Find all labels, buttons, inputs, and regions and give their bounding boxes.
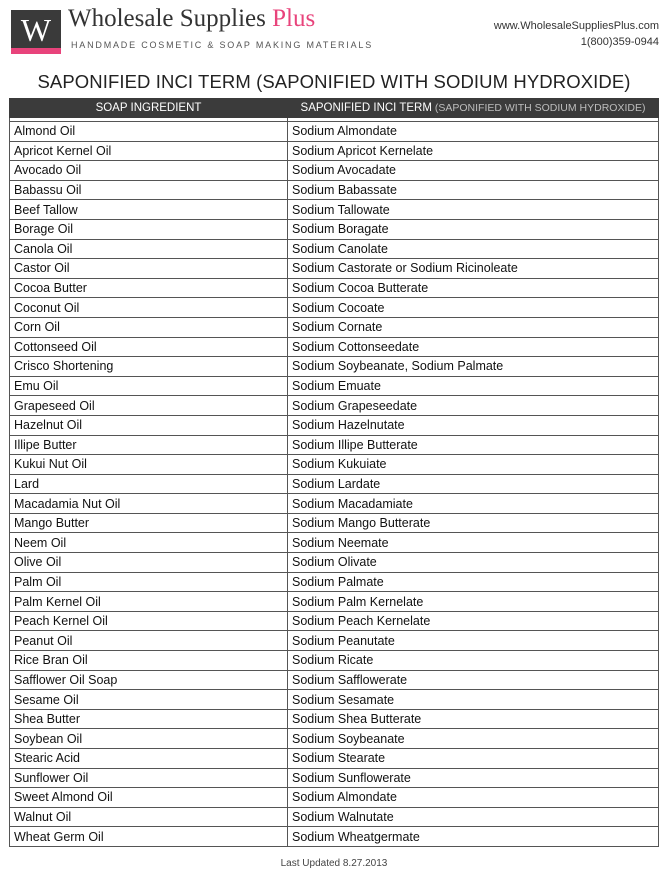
page-header [0, 0, 668, 60]
table-row [10, 592, 659, 612]
table-row [10, 690, 659, 710]
contact-info [494, 18, 659, 50]
ingredient-cell: Illipe Butter [10, 435, 288, 455]
ingredient-cell: Almond Oil [10, 122, 288, 142]
ingredient-cell: Borage Oil [10, 219, 288, 239]
table-row [10, 494, 659, 514]
table-row [10, 298, 659, 318]
table-row [10, 572, 659, 592]
inci-term-cell: Sodium Soybeanate, Sodium Palmate [288, 357, 659, 377]
col-header-ingredient: SOAP INGREDIENT [10, 99, 288, 118]
table-row [10, 435, 659, 455]
website-text: www.WholesaleSuppliesPlus.com [493, 20, 659, 32]
inci-term-cell: Sodium Lardate [288, 474, 659, 494]
table-row [10, 239, 659, 259]
inci-term-cell: Sodium Soybeanate [288, 729, 659, 749]
inci-term-cell: Sodium Sunflowerate [288, 768, 659, 788]
table-row [10, 651, 659, 671]
inci-term-cell: Sodium Almondate [288, 788, 659, 808]
inci-term-cell: Sodium Apricot Kernelate [288, 141, 659, 161]
document-title: SAPONIFIED INCI TERM (SAPONIFIED WITH SODIUM HYDROXIDE) [37, 71, 631, 92]
ingredient-cell: Peanut Oil [10, 631, 288, 651]
ingredient-cell: Cottonseed Oil [10, 337, 288, 357]
brand-main: Wholesale Supplies [68, 5, 273, 32]
ingredient-cell: Olive Oil [10, 553, 288, 573]
inci-term-cell: Sodium Peach Kernelate [288, 611, 659, 631]
table-row [10, 631, 659, 651]
logo [11, 10, 61, 54]
ingredient-cell: Corn Oil [10, 317, 288, 337]
inci-term-cell: Sodium Cocoa Butterate [288, 278, 659, 298]
ingredient-cell: Macadamia Nut Oil [10, 494, 288, 514]
ingredient-cell: Sweet Almond Oil [10, 788, 288, 808]
col-header-inci-sub: (SAPONIFIED WITH SODIUM HYDROXIDE) [431, 102, 646, 114]
table-row [10, 122, 659, 142]
table-row [10, 357, 659, 377]
table-row [10, 337, 659, 357]
logo-letter: W [20, 12, 52, 48]
table-row [10, 788, 659, 808]
ingredient-cell: Castor Oil [10, 259, 288, 279]
ingredient-cell: Grapeseed Oil [10, 396, 288, 416]
col-header-inci-main: SAPONIFIED INCI TERM [300, 102, 432, 114]
ingredient-cell: Apricot Kernel Oil [10, 141, 288, 161]
ingredient-cell: Stearic Acid [10, 749, 288, 769]
inci-term-cell: Sodium Neemate [288, 533, 659, 553]
inci-term-cell: Sodium Wheatgermate [288, 827, 659, 847]
ingredient-cell: Mango Butter [10, 513, 288, 533]
inci-term-cell: Sodium Olivate [288, 553, 659, 573]
table-row [10, 259, 659, 279]
inci-table [9, 98, 659, 847]
ingredient-cell: Hazelnut Oil [10, 415, 288, 435]
ingredient-cell: Palm Kernel Oil [10, 592, 288, 612]
inci-term-cell: Sodium Walnutate [288, 807, 659, 827]
ingredient-cell: Crisco Shortening [10, 357, 288, 377]
table-row [10, 513, 659, 533]
table-row [10, 219, 659, 239]
ingredient-cell: Walnut Oil [10, 807, 288, 827]
inci-term-cell: Sodium Grapeseedate [288, 396, 659, 416]
phone-text: 1(800)359-0944 [580, 36, 659, 48]
inci-term-cell: Sodium Mango Butterate [288, 513, 659, 533]
last-updated: Last Updated 8.27.2013 [280, 858, 388, 869]
logo-accent-bar [11, 48, 61, 54]
inci-term-cell: Sodium Palm Kernelate [288, 592, 659, 612]
inci-term-cell: Sodium Shea Butterate [288, 709, 659, 729]
inci-term-cell: Sodium Tallowate [288, 200, 659, 220]
table-row [10, 161, 659, 181]
table-row [10, 768, 659, 788]
inci-term-cell: Sodium Peanutate [288, 631, 659, 651]
inci-term-cell: Sodium Kukuiate [288, 455, 659, 475]
ingredient-cell: Peach Kernel Oil [10, 611, 288, 631]
table-row [10, 729, 659, 749]
table-row [10, 415, 659, 435]
col-header-inci [288, 99, 659, 118]
inci-term-cell: Sodium Cocoate [288, 298, 659, 318]
inci-term-cell: Sodium Castorate or Sodium Ricinoleate [288, 259, 659, 279]
table-row [10, 553, 659, 573]
table-row [10, 376, 659, 396]
ingredient-cell: Palm Oil [10, 572, 288, 592]
inci-term-cell: Sodium Avocadate [288, 161, 659, 181]
inci-term-cell: Sodium Cottonseedate [288, 337, 659, 357]
ingredient-cell: Canola Oil [10, 239, 288, 259]
inci-term-cell: Sodium Hazelnutate [288, 415, 659, 435]
ingredient-cell: Sesame Oil [10, 690, 288, 710]
table-row [10, 709, 659, 729]
brand-accent: Plus [272, 5, 316, 32]
inci-term-cell: Sodium Safflowerate [288, 670, 659, 690]
ingredient-cell: Neem Oil [10, 533, 288, 553]
inci-term-cell: Sodium Babassate [288, 180, 659, 200]
inci-term-cell: Sodium Emuate [288, 376, 659, 396]
table-row [10, 278, 659, 298]
inci-term-cell: Sodium Palmate [288, 572, 659, 592]
inci-term-cell: Sodium Macadamiate [288, 494, 659, 514]
ingredient-cell: Avocado Oil [10, 161, 288, 181]
inci-term-cell: Sodium Cornate [288, 317, 659, 337]
table-row [10, 474, 659, 494]
ingredient-cell: Babassu Oil [10, 180, 288, 200]
table-row [10, 749, 659, 769]
ingredient-cell: Lard [10, 474, 288, 494]
ingredient-cell: Coconut Oil [10, 298, 288, 318]
inci-term-cell: Sodium Boragate [288, 219, 659, 239]
brand-name [68, 5, 315, 33]
ingredient-cell: Soybean Oil [10, 729, 288, 749]
table-row [10, 396, 659, 416]
table-row [10, 141, 659, 161]
inci-term-cell: Sodium Stearate [288, 749, 659, 769]
inci-term-cell: Sodium Almondate [288, 122, 659, 142]
ingredient-cell: Sunflower Oil [10, 768, 288, 788]
ingredient-cell: Emu Oil [10, 376, 288, 396]
tagline: HANDMADE COSMETIC & SOAP MAKING MATERIALS [71, 40, 374, 50]
ingredient-cell: Wheat Germ Oil [10, 827, 288, 847]
inci-term-cell: Sodium Illipe Butterate [288, 435, 659, 455]
table-row [10, 611, 659, 631]
table-row [10, 807, 659, 827]
table-body [10, 118, 659, 847]
table-row [10, 827, 659, 847]
ingredient-cell: Shea Butter [10, 709, 288, 729]
table-row [10, 533, 659, 553]
table-row [10, 317, 659, 337]
table-row [10, 180, 659, 200]
ingredient-cell: Beef Tallow [10, 200, 288, 220]
table-row [10, 455, 659, 475]
ingredient-cell: Cocoa Butter [10, 278, 288, 298]
inci-term-cell: Sodium Ricate [288, 651, 659, 671]
table-header-row [10, 99, 659, 118]
ingredient-cell: Kukui Nut Oil [10, 455, 288, 475]
ingredient-cell: Safflower Oil Soap [10, 670, 288, 690]
table-row [10, 670, 659, 690]
inci-term-cell: Sodium Canolate [288, 239, 659, 259]
ingredient-cell: Rice Bran Oil [10, 651, 288, 671]
inci-term-cell: Sodium Sesamate [288, 690, 659, 710]
table-row [10, 200, 659, 220]
